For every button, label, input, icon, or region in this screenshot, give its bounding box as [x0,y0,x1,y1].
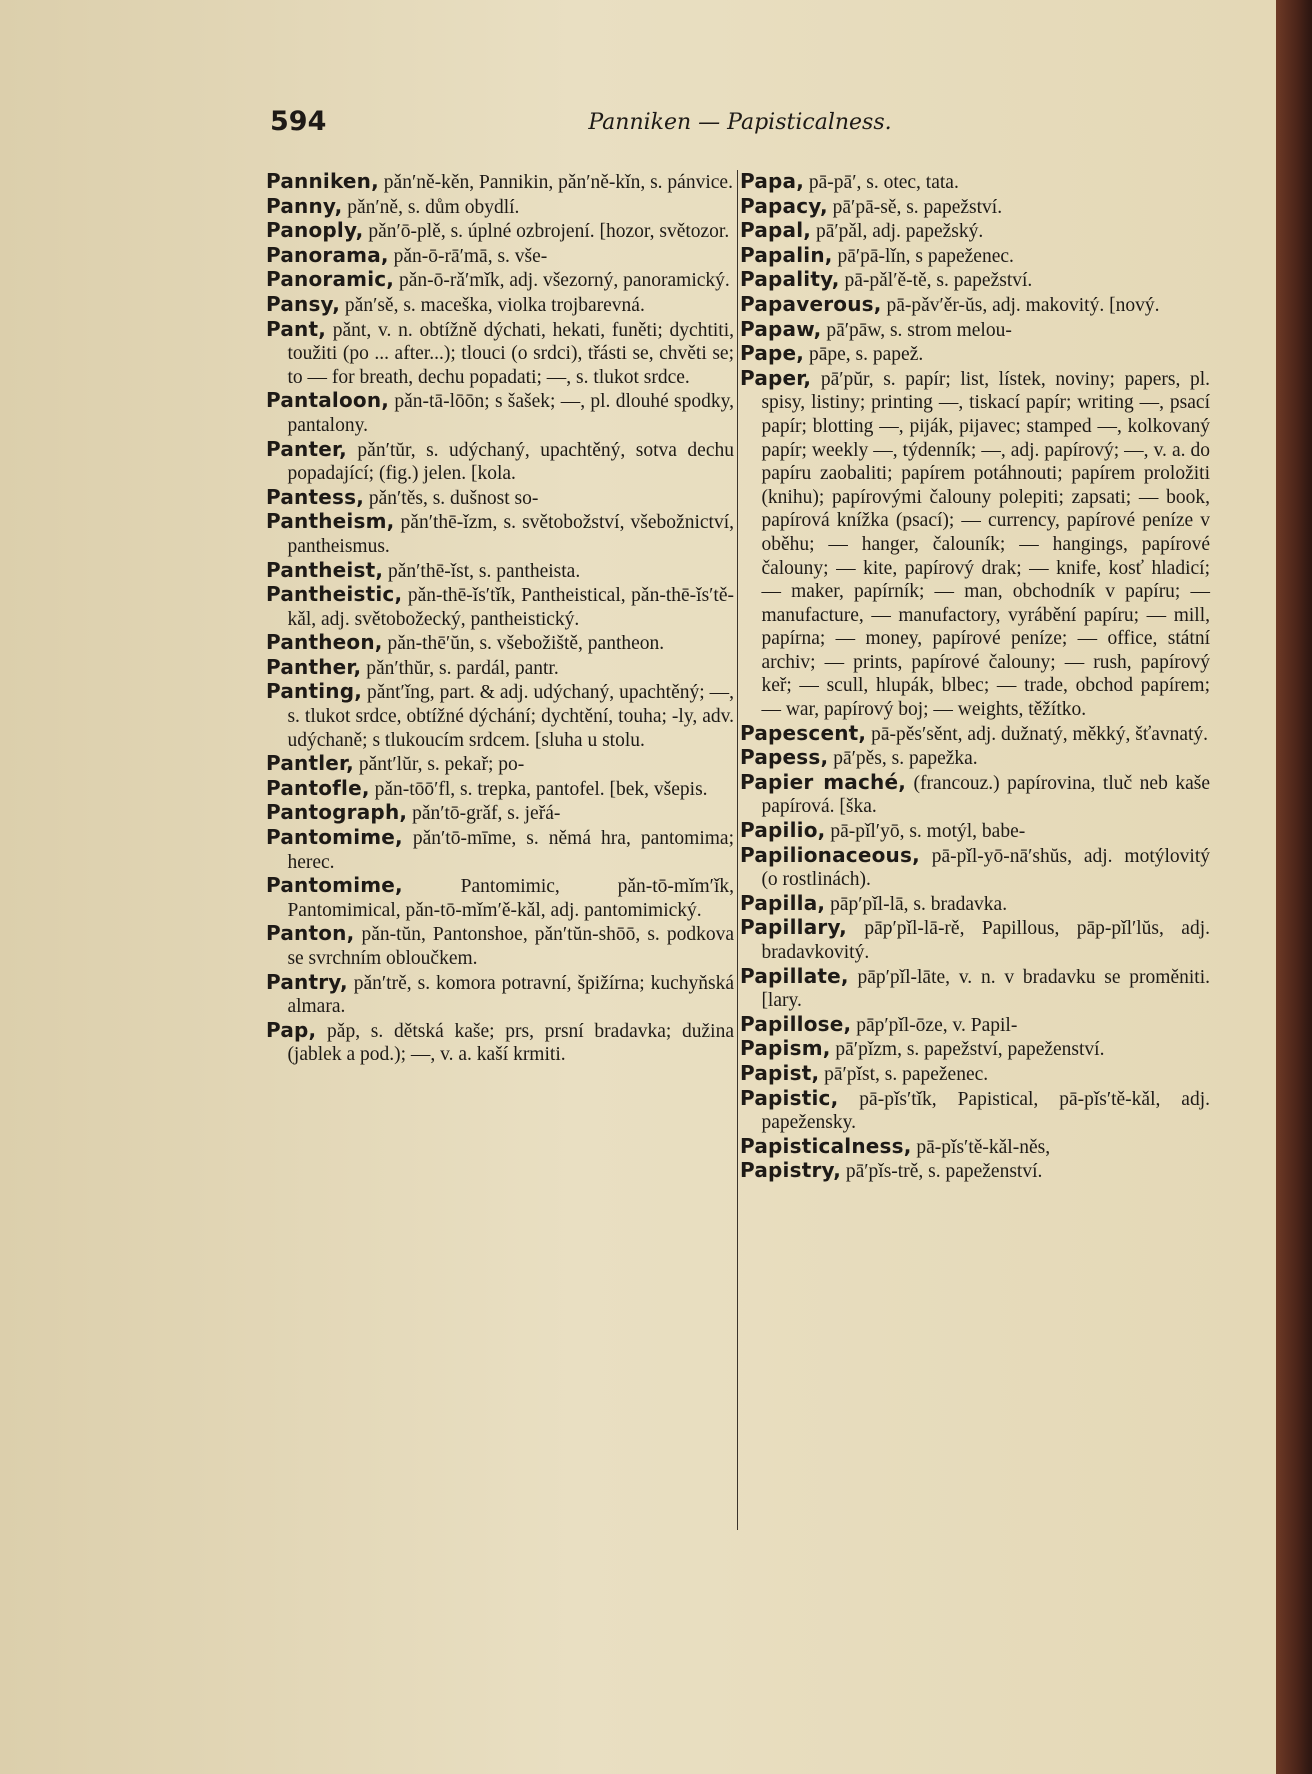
entry-definition: pāp′pǐl-lā-rě, Papillous, pāp-pǐl′lŭs, adj. bradavkovitý. [761,918,1210,963]
headword: Pant, [266,316,327,341]
dictionary-entry [740,318,1210,343]
dictionary-entry [740,819,1210,844]
headword: Panoply, [266,218,364,243]
dictionary-entry [740,1062,1210,1087]
entry-definition: pǎn-thē′ŭn, s. všebožiště, pantheon. [382,633,665,655]
dictionary-entry [740,965,1210,1013]
headword: Panton, [266,921,355,946]
entry-definition: pā-pěs′sěnt, adj. dužnatý, měkký, šťavnatý. [866,723,1209,745]
entry-definition: pǎn-ō-rǎ′mǐk, adj. všezorný, panoramický. [394,270,730,292]
headword: Papistry, [740,1158,841,1183]
dictionary-entry [266,656,734,681]
headword: Pape, [740,341,805,366]
dictionary-entry [266,971,734,1019]
headword: Pantess, [266,484,364,509]
headword: Papillary, [740,915,847,940]
dictionary-entry [740,1135,1210,1160]
dictionary-entry [740,195,1210,220]
headword: Pantomime, [266,825,403,850]
headword: Papillose, [740,1011,852,1036]
headword: Papistic, [740,1085,839,1110]
dictionary-entry [266,631,734,656]
right-column [740,170,1210,1184]
entry-definition: pāp′pǐl-lāte, v. n. v bradavku se proměniti. [lary. [761,966,1210,1012]
headword: Panniken, [266,169,379,193]
entry-definition: pǎnt, v. n. obtížně dýchati, hekati, funěti; dychtiti, toužiti (po ... after...); tlouci (o srdci), třásti se, chvěti se; to — for breath, dechu popadati; —, s. tlukot srdce. [287,319,734,388]
dictionary-entry [740,219,1210,244]
dictionary-entry [740,170,1210,195]
dictionary-entry [740,916,1210,964]
headword: Pantaloon, [266,388,390,413]
dictionary-entry [740,367,1210,722]
headword: Papality, [740,267,840,292]
entry-definition: pǎn-tŭn, Pantonshoe, pǎn′tŭn-shōō, s. podkova se svrchním obloučkem. [287,924,734,969]
dictionary-entry [266,486,734,511]
headword: Papilionaceous, [740,842,920,867]
dictionary-entry [740,771,1210,819]
dictionary-entry [266,219,734,244]
dictionary-entry [740,844,1210,892]
dictionary-entry [266,559,734,584]
entry-definition: pā′pǐzm, s. papežství, papeženství. [830,1039,1105,1061]
column-divider [737,170,738,1530]
entry-definition: pā′pāw, s. strom melou- [821,319,1012,341]
headword: Panny, [266,193,343,218]
dictionary-entry [740,1037,1210,1062]
entry-definition: pā′pǎl, adj. papežský. [811,221,984,243]
entry-definition: pǎn′tō-mīme, s. němá hra, pantomima; herec. [287,828,734,873]
entry-definition: pā′pŭr, s. papír; list, lístek, noviny; papers, pl. spisy, listiny; printing —, tiskací papír; writing —, psací papír; blotting —, piják, pijavec; stamped —, kolkovaný papír; weekly —, týdenník; —, adj. papírový; —, v. a. do papíru zaobaliti; papírem potáhnouti; papírem proložiti (knihu); papírovými čalouny polepiti; zapsati; — book, papírová knížka (psací); — currency, papírové peníze v oběhu; — hanger, čalouník; — hangings, papírové čalouny; — kite, papírový drak; — knife, kosť hladicí; — maker, papírník; — man, obchodník v papíru; — manufacture, — manufactory, vyrábění papíru; — mill, papírna; — money, papírové peníze; — office, státní archiv; — prints, papírové čalouny; — rush, papírový keř; — scull, hlupák, blbec; — trade, obchod papírem; — war, papírový boj; — weights, těžítko. [761,368,1210,721]
entry-definition: pā′pā-lǐn, s papeženec. [832,245,1014,267]
entry-definition: pā′pā-sě, s. papežství. [827,196,1003,218]
entry-definition: pǎn′tŭr, s. udýchaný, upachtěný, sotva dechu popadající; (fig.) jelen. [kola. [287,439,734,485]
headword: Papal, [740,218,812,243]
headword: Pantheon, [266,630,383,655]
headword: Papilio, [740,818,826,843]
dictionary-entry [740,1159,1210,1184]
headword: Pantheistic, [266,582,403,607]
dictionary-entry [266,438,734,486]
dictionary-entry [740,892,1210,917]
entry-definition: pǎn′ně-kěn, Pannikin, pǎn′ně-kǐn, s. pánvice. [378,172,733,193]
headword: Pantomime, [266,873,403,898]
dictionary-entry [266,922,734,970]
headword: Papism, [740,1036,831,1061]
headword: Panting, [266,679,363,704]
dictionary-entry [266,1019,734,1067]
book-edge [1276,0,1312,1774]
headword: Papalin, [740,242,833,267]
entry-definition: pǎnt′ǐng, part. & adj. udýchaný, upachtěný; —, s. tlukot srdce, obtížné dýchání; dychtění, touha; -ly, adv. udýchaně; s tlukoucím srdcem. [sluha u stolu. [287,682,734,751]
dictionary-entry [266,680,734,752]
dictionary-entry [266,801,734,826]
headword: Paper, [740,365,812,390]
entry-definition: (francouz.) papírovina, tluč neb kaše papírová. [ška. [761,772,1211,818]
entry-definition: pā′pěs, s. papežka. [828,748,978,770]
headword: Papess, [740,745,829,770]
dictionary-entry [266,268,734,293]
entry-definition: pǎn-ō-rā′mā, s. vše- [388,245,548,267]
page-header [270,106,1210,146]
running-title: Panniken — Papisticalness. [588,110,892,135]
entry-definition: pā-pǐs′tě-kǎl-něs, [911,1136,1051,1158]
entry-definition: pǎn′thē-ǐst, s. pantheista. [383,560,581,582]
entry-definition: pǎn-tā-lōōn; s šašek; —, pl. dlouhé spodky, pantalony. [287,391,734,436]
dictionary-entry [266,752,734,777]
entry-definition: pǎnt′lŭr, s. pekař; po- [353,754,525,776]
dictionary-entry [740,1013,1210,1038]
headword: Pantheism, [266,509,395,534]
entry-definition: pā-pǐs′tǐk, Papistical, pā-pǐs′tě-kǎl, adj. papežensky. [761,1088,1210,1134]
headword: Papillate, [740,963,849,988]
entry-definition: pā-pǐl-yō-nā′shŭs, adj. motýlovitý (o rostlinách). [761,845,1210,891]
page-number: 594 [270,106,327,137]
entry-definition: pāpe, s. papež. [804,344,924,366]
dictionary-entry [266,195,734,220]
dictionary-entry [266,389,734,437]
dictionary-entry [740,722,1210,747]
dictionary-entry [266,244,734,269]
entry-definition: pāp′pǐl-lā, s. bradavka. [825,893,1008,915]
entry-definition: pā′pǐst, s. papeženec. [819,1063,989,1085]
entry-definition: pǎp, s. dětská kaše; prs, prsní bradavka; dužina (jablek a pod.); —, v. a. kaší krmiti. [287,1020,734,1066]
dictionary-entry [740,342,1210,367]
headword: Papescent, [740,720,867,745]
entry-definition: pāp′pǐl-ōze, v. Papil- [851,1014,1018,1036]
headword: Pantry, [266,969,348,994]
headword: Panoramic, [266,267,395,292]
headword: Panter, [266,436,347,461]
entry-definition: pǎn-tōō′fl, s. trepka, pantofel. [bek, všepis. [369,778,708,800]
entry-definition: pā-pǐl′yō, s. motýl, babe- [825,821,1026,843]
entry-definition: Pantomimic, pǎn-tō-mǐm′ǐk, Pantomimical, pǎn-tō-mǐm′ě-kǎl, adj. pantomimický. [287,876,734,921]
headword: Papa, [740,169,805,193]
entry-definition: pā-pā′, s. otec, tata. [804,172,959,193]
headword: Pantheist, [266,557,384,582]
dictionary-entry [740,293,1210,318]
dictionary-entry [740,268,1210,293]
entry-definition: pǎn′sě, s. maceška, violka trojbarevná. [340,294,645,316]
entry-definition: pǎn′trě, s. komora potravní, špižírna; kuchyňská almara. [287,972,734,1018]
entry-definition: pā-pǎv′ěr-ŭs, adj. makovitý. [nový. [881,294,1160,316]
dictionary-entry [266,510,734,558]
dictionary-entry [740,746,1210,771]
dictionary-entry [266,583,734,631]
entry-definition: pǎn′thē-ǐzm, s. světobožství, všebožnictví, pantheismus. [287,512,734,557]
dictionary-entry [266,293,734,318]
headword: Panorama, [266,242,389,267]
entry-definition: pǎn-thē-ǐs′tǐk, Pantheistical, pǎn-thē-ǐs′tě-kǎl, adj. světobožecký, pantheistický. [287,585,734,630]
entry-definition: pǎn′thŭr, s. pardál, pantr. [361,657,559,679]
headword: Papacy, [740,193,828,218]
dictionary-entry [266,874,734,922]
headword: Pantler, [266,751,354,776]
entry-definition: pā-pǎl′ě-tě, s. papežství. [839,270,1033,292]
entry-definition: pǎn′těs, s. dušnost so- [364,487,539,509]
headword: Papaverous, [740,291,882,316]
dictionary-entry [740,1087,1210,1135]
entry-definition: pǎn′tō-grǎf, s. jeřá- [407,803,561,825]
dictionary-entry [266,777,734,802]
headword: Panther, [266,654,362,679]
entry-definition: pā′pǐs-trě, s. papeženství. [841,1161,1043,1183]
headword: Pantograph, [266,800,408,825]
dictionary-entry [266,170,734,195]
entry-definition: pǎn′ō-plě, s. úplné ozbrojení. [hozor, světozor. [363,221,730,243]
dictionary-entry [740,244,1210,269]
headword: Pansy, [266,291,341,316]
headword: Papaw, [740,316,822,341]
dictionary-entry [266,826,734,874]
headword: Papilla, [740,890,826,915]
headword: Papier maché, [740,769,907,794]
headword: Pantofle, [266,775,370,800]
dictionary-entry [266,318,734,390]
headword: Pap, [266,1017,317,1042]
headword: Papist, [740,1060,820,1085]
left-column [266,170,734,1067]
headword: Papisticalness, [740,1133,912,1158]
entry-definition: pǎn′ně, s. dům obydlí. [342,196,520,218]
